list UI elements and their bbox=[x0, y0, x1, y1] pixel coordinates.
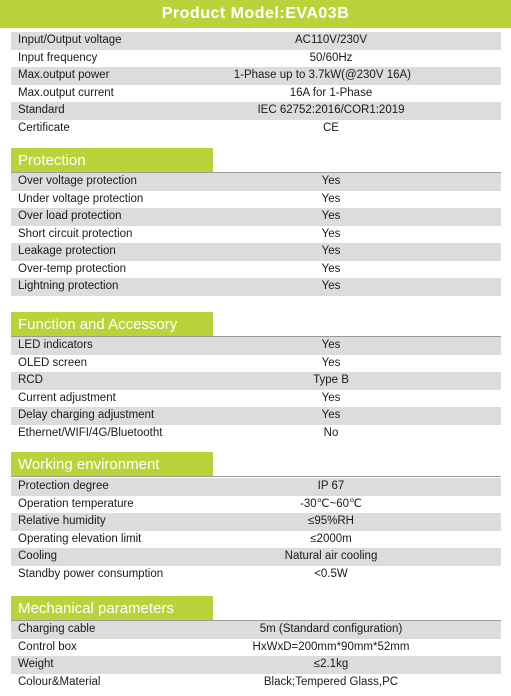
environment-table bbox=[11, 478, 501, 583]
spec-label: Control box bbox=[18, 640, 77, 653]
spec-label: Input frequency bbox=[18, 51, 98, 64]
spec-row bbox=[11, 208, 501, 226]
spec-value: ≤95%RH bbox=[308, 515, 354, 527]
spec-value: CE bbox=[323, 121, 339, 134]
section-header-protection bbox=[11, 148, 213, 172]
spec-row bbox=[11, 173, 501, 191]
product-title: Product Model:EVA03B bbox=[161, 5, 350, 22]
spec-label: Over voltage protection bbox=[18, 175, 137, 187]
spec-row bbox=[11, 102, 501, 120]
section-title: Function and Accessory bbox=[18, 315, 178, 333]
spec-row bbox=[11, 674, 501, 692]
spec-value: -30℃~60℃ bbox=[300, 497, 362, 510]
spec-row bbox=[11, 355, 501, 373]
spec-label: Max.output current bbox=[18, 86, 114, 99]
spec-label: RCD bbox=[18, 374, 43, 386]
section-header-mechanical bbox=[11, 596, 213, 620]
spec-row bbox=[11, 407, 501, 425]
spec-value: Yes bbox=[321, 356, 341, 369]
spec-label: Protection degree bbox=[18, 480, 109, 492]
spec-label: Certificate bbox=[18, 121, 70, 134]
section-header-function bbox=[11, 312, 213, 336]
spec-label: Charging cable bbox=[18, 623, 96, 635]
spec-label: Over-temp protection bbox=[18, 262, 127, 275]
spec-row bbox=[11, 32, 501, 50]
general-specs-table bbox=[11, 32, 501, 137]
spec-label: Standard bbox=[18, 104, 65, 116]
mechanical-table bbox=[11, 621, 501, 691]
spec-row bbox=[11, 261, 501, 279]
spec-row bbox=[11, 425, 501, 443]
spec-label: Over load protection bbox=[18, 210, 122, 222]
protection-table bbox=[11, 173, 501, 296]
spec-value: HxWxD=200mm*90mm*52mm bbox=[252, 640, 410, 653]
spec-row bbox=[11, 621, 501, 639]
spec-row bbox=[11, 656, 501, 674]
spec-value: IEC 62752:2016/COR1:2019 bbox=[257, 104, 405, 116]
spec-row bbox=[11, 478, 501, 496]
spec-value: ≤2000m bbox=[310, 532, 352, 545]
spec-row bbox=[11, 639, 501, 657]
spec-value: Yes bbox=[321, 280, 341, 292]
spec-row bbox=[11, 67, 501, 85]
spec-value: Yes bbox=[321, 339, 341, 351]
spec-label: Standby power consumption bbox=[18, 567, 164, 580]
spec-value: Yes bbox=[321, 192, 341, 205]
spec-value: Yes bbox=[321, 245, 341, 257]
spec-label: LED indicators bbox=[18, 339, 93, 351]
spec-value: Black;Tempered Glass,PC bbox=[263, 675, 399, 688]
spec-value: 5m (Standard configuration) bbox=[259, 623, 403, 635]
spec-label: Short circuit protection bbox=[18, 227, 133, 240]
spec-row bbox=[11, 531, 501, 549]
spec-label: Operating elevation limit bbox=[18, 532, 142, 545]
spec-label: Weight bbox=[18, 658, 54, 670]
section-header-environment bbox=[11, 452, 213, 476]
spec-label: Cooling bbox=[18, 550, 57, 562]
spec-row bbox=[11, 496, 501, 514]
spec-label: Delay charging adjustment bbox=[18, 409, 155, 421]
section-title: Protection bbox=[18, 151, 86, 169]
spec-label: Current adjustment bbox=[18, 391, 116, 404]
spec-value: 50/60Hz bbox=[309, 51, 353, 64]
spec-value: No bbox=[323, 426, 339, 439]
spec-row bbox=[11, 337, 501, 355]
spec-value: Yes bbox=[321, 210, 341, 222]
spec-value: Natural air cooling bbox=[284, 550, 378, 562]
spec-value: IP 67 bbox=[317, 480, 345, 492]
spec-value: 1-Phase up to 3.7kW(@230V 16A) bbox=[233, 69, 411, 81]
spec-value: <0.5W bbox=[314, 567, 348, 580]
spec-label: OLED screen bbox=[18, 356, 88, 369]
spec-value: Type B bbox=[313, 374, 349, 386]
spec-label: Lightning protection bbox=[18, 280, 119, 292]
spec-row bbox=[11, 191, 501, 209]
spec-row bbox=[11, 566, 501, 584]
product-title-bar bbox=[0, 0, 511, 28]
spec-label: Input/Output voltage bbox=[18, 34, 122, 46]
spec-value: Yes bbox=[321, 409, 341, 421]
spec-row bbox=[11, 85, 501, 103]
spec-row bbox=[11, 50, 501, 68]
spec-value: Yes bbox=[321, 175, 341, 187]
spec-label: Under voltage protection bbox=[18, 192, 144, 205]
spec-row bbox=[11, 278, 501, 296]
spec-row bbox=[11, 548, 501, 566]
spec-label: Operation temperature bbox=[18, 497, 134, 510]
spec-value: Yes bbox=[321, 227, 341, 240]
spec-label: Colour&Material bbox=[18, 675, 101, 688]
spec-label: Max.output power bbox=[18, 69, 110, 81]
spec-row bbox=[11, 226, 501, 244]
spec-label: Ethernet/WIFI/4G/Bluetootht bbox=[18, 426, 163, 439]
divider bbox=[11, 476, 501, 477]
spec-value: AC110V/230V bbox=[294, 34, 368, 46]
spec-value: Yes bbox=[321, 391, 341, 404]
section-title: Mechanical parameters bbox=[18, 599, 174, 617]
spec-row bbox=[11, 513, 501, 531]
spec-row bbox=[11, 390, 501, 408]
spec-value: 16A for 1-Phase bbox=[289, 86, 373, 99]
function-table bbox=[11, 337, 501, 442]
spec-value: ≤2.1kg bbox=[313, 658, 349, 670]
spec-row bbox=[11, 372, 501, 390]
spec-label: Relative humidity bbox=[18, 515, 106, 527]
spec-row bbox=[11, 243, 501, 261]
spec-row bbox=[11, 120, 501, 138]
section-title: Working environment bbox=[18, 455, 160, 473]
spec-value: Yes bbox=[321, 262, 341, 275]
spec-label: Leakage protection bbox=[18, 245, 116, 257]
